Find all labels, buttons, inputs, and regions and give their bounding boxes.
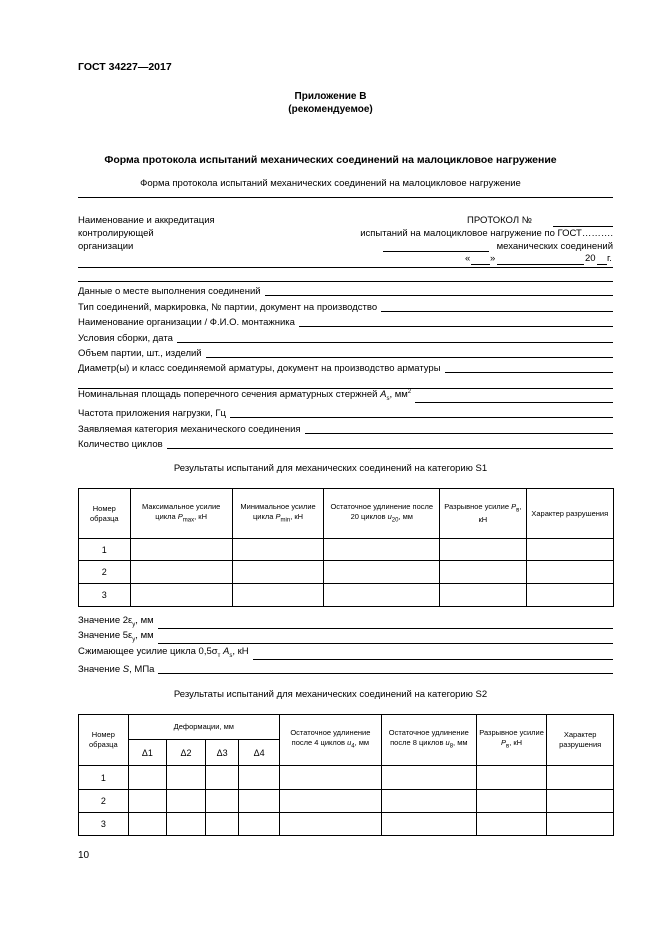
s2-header-sample: Номер образца xyxy=(79,715,129,766)
value-compression xyxy=(78,648,613,662)
field-cycles xyxy=(78,437,613,451)
field-label: Диаметр(ы) и класс соединяемой арматуры, документ на производство арматуры xyxy=(78,363,441,374)
s1-header-pmin: Минимальное усилие цикла $P_{min}$, кН xyxy=(232,489,324,539)
s2-header-break: Разрывное усилие $P_в$, кН xyxy=(476,715,546,766)
field-diameter xyxy=(78,361,613,375)
s2-header-residual-4: Остаточное удлинение после 4 циклов $u_4$, мм xyxy=(279,715,381,766)
field-assembly xyxy=(78,331,613,345)
form-subtitle: Форма протокола испытаний механических соединений на малоцикловое нагружение xyxy=(140,178,521,189)
field-label: Значение $2\varepsilon_у$, мм xyxy=(78,615,154,628)
table-row xyxy=(79,561,614,584)
s1-caption: Результаты испытаний для механических соединений на категорию S1 xyxy=(173,463,488,474)
subtitle-rule xyxy=(78,197,613,198)
table-row xyxy=(79,766,614,790)
field-frequency xyxy=(78,406,613,420)
field-label: Наименование организации / Ф.И.О. монтажника xyxy=(78,317,295,328)
protocol-date-year: 20 xyxy=(585,253,596,264)
s2-header-d3: Δ3 xyxy=(205,740,239,766)
s1-header-sample: Номер образца xyxy=(79,489,131,539)
protocol-date-end: г. xyxy=(607,253,612,264)
field-label: Значение S, МПа xyxy=(78,664,155,675)
table-row xyxy=(79,790,614,813)
org-line-2: контролирующей xyxy=(78,228,154,239)
value-s xyxy=(78,662,613,676)
field-label: Номинальная площадь поперечного сечения арматурных стержней $A_s$, $мм^2$ xyxy=(78,388,412,402)
row-number: 1 xyxy=(79,766,129,790)
field-joint-type xyxy=(78,300,613,314)
value-5ey xyxy=(78,632,613,646)
row-number: 1 xyxy=(79,539,131,561)
org-line-3: организации xyxy=(78,241,134,252)
standard-header: ГОСТ 34227—2017 xyxy=(78,61,172,73)
field-label: Значение $5\varepsilon_у$, мм xyxy=(78,630,154,643)
field-area xyxy=(78,388,613,405)
appendix-note: (рекомендуемое) xyxy=(288,104,373,115)
protocol-date-open: « xyxy=(465,253,471,264)
field-label: Данные о месте выполнения соединений xyxy=(78,286,261,297)
s1-header-residual: Остаточное удлинение после 20 циклов $u_{20}$, мм xyxy=(324,489,440,539)
row-number: 2 xyxy=(79,790,129,813)
protocol-day-line xyxy=(471,264,490,265)
appendix-title: Приложение В xyxy=(294,91,367,102)
protocol-year-line xyxy=(597,264,607,265)
protocol-name-line xyxy=(383,251,489,252)
s2-table xyxy=(78,714,614,836)
s1-header-pmax: Максимальное усилие цикла $P_{max}$, кН xyxy=(130,489,232,539)
protocol-month-line xyxy=(497,264,584,265)
field-label: Условия сборки, дата xyxy=(78,333,173,344)
table-row xyxy=(79,584,614,607)
protocol-gost-line: испытаний на малоцикловое нагружение по ГОСТ………. xyxy=(360,228,613,239)
table-row xyxy=(79,539,614,561)
field-label: Количество циклов xyxy=(78,439,163,450)
org-line-1: Наименование и аккредитация xyxy=(78,215,215,226)
s2-header-residual-8: Остаточное удлинение после 8 циклов $u_8$, мм xyxy=(381,715,476,766)
s2-header-character: Характер разрушения xyxy=(547,715,614,766)
field-batch xyxy=(78,346,613,360)
s2-header-d1: Δ1 xyxy=(128,740,167,766)
s1-header-break: Разрывное усилие $P_в$, кН xyxy=(440,489,526,539)
table-row xyxy=(79,813,614,836)
blank-rule xyxy=(78,281,613,282)
row-number: 3 xyxy=(79,813,129,836)
protocol-joints-line: механических соединений xyxy=(496,241,613,252)
form-title: Форма протокола испытаний механических соединений на малоцикловое нагружение xyxy=(104,154,557,166)
field-category xyxy=(78,422,613,436)
blank-rule xyxy=(78,267,613,268)
row-number: 2 xyxy=(79,561,131,584)
page-number: 10 xyxy=(78,850,90,861)
value-2ey xyxy=(78,617,613,631)
protocol-number-label: ПРОТОКОЛ № xyxy=(467,215,532,226)
field-label: Частота приложения нагрузки, Гц xyxy=(78,408,226,419)
s2-header-deformations: Деформации, мм xyxy=(128,715,279,740)
field-label: Заявляемая категория механического соединения xyxy=(78,424,301,435)
s1-table xyxy=(78,488,614,607)
field-label: Тип соединений, маркировка, № партии, документ на производство xyxy=(78,302,378,313)
s2-header-d4: Δ4 xyxy=(239,740,280,766)
field-label: Сжимающее усилие цикла $0,5\sigma_т$ $A_s$, кН xyxy=(78,646,249,659)
protocol-number-line xyxy=(553,226,613,227)
protocol-date-mid: » xyxy=(490,253,496,264)
row-number: 3 xyxy=(79,584,131,607)
field-label: Объем партии, шт., изделий xyxy=(78,348,202,359)
s2-header-d2: Δ2 xyxy=(167,740,206,766)
s2-caption: Результаты испытаний для механических соединений на категорию S2 xyxy=(173,689,488,700)
s1-header-character: Характер разрушения xyxy=(526,489,613,539)
field-organization xyxy=(78,315,613,329)
field-location xyxy=(78,284,613,298)
